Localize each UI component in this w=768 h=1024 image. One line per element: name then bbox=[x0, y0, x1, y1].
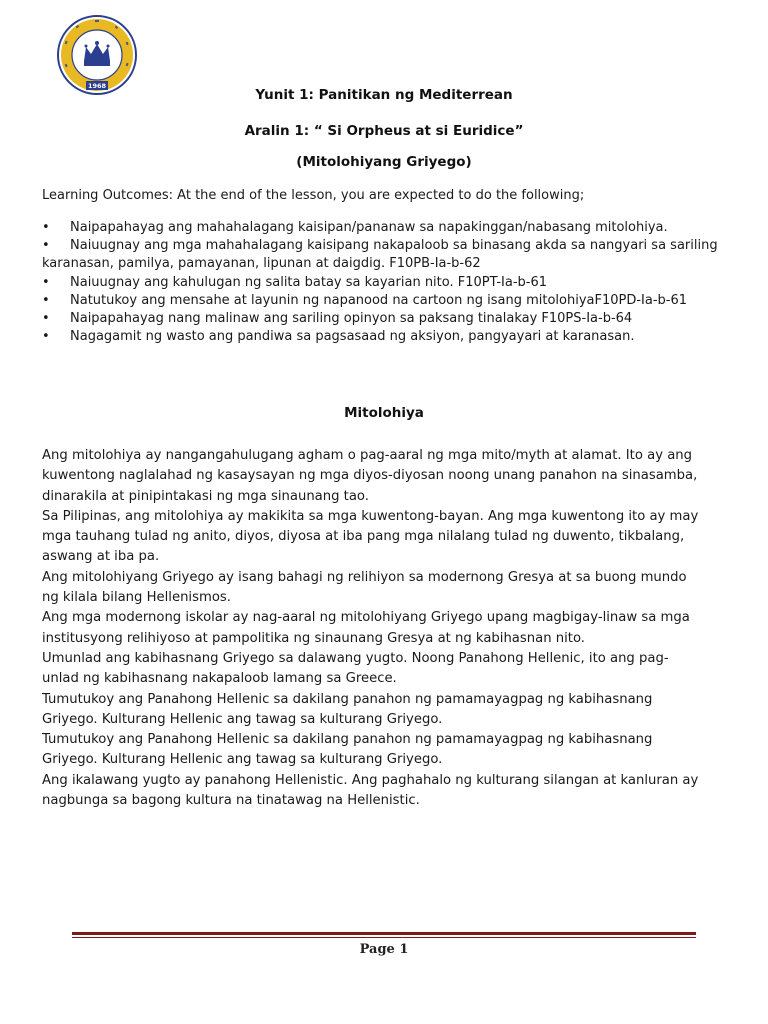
seal-year: 1968 bbox=[87, 82, 107, 90]
list-item bbox=[42, 237, 722, 273]
paragraph: Tumutukoy ang Panahong Hellenic sa dakilang panahon ng pamamayagpag ng kabihasnang Griyego. Kulturang Hellenic ang tawag sa kulturang Griyego. bbox=[42, 732, 653, 768]
outcome-text: Naipapahayag ang mahahalagang kaisipan/pananaw sa napakinggan/nabasang mitolohiya. bbox=[70, 220, 668, 235]
bullet-icon: • bbox=[42, 274, 50, 290]
outcome-text: Natutukoy ang mensahe at layunin ng napanood na cartoon ng isang mitolohiyaF10PD-Ia-b-61 bbox=[70, 292, 688, 308]
learning-outcomes-list bbox=[42, 219, 722, 346]
bullet-icon: • bbox=[42, 220, 50, 235]
paragraph: Sa Pilipinas, ang mitolohiya ay makikita sa mga kuwentong-bayan. Ang mga kuwentong ito ay may mga tauhang tulad ng anito, diyos, diyosa at iba pang mga nilalang tulad ng duwento, tikbalang, aswang at iba pa. bbox=[42, 508, 699, 565]
lesson-title: Aralin 1: “ Si Orpheus at si Euridice” bbox=[244, 123, 524, 139]
bullet-icon: • bbox=[42, 329, 50, 345]
section-title: Mitolohiya bbox=[344, 405, 424, 421]
outcome-text: Naipapahayag nang malinaw ang sariling opinyon sa paksang tinalakay F10PS-Ia-b-64 bbox=[70, 311, 633, 327]
section-body bbox=[42, 446, 702, 811]
list-item bbox=[42, 292, 722, 310]
list-item bbox=[42, 219, 722, 237]
lesson-genre: (Mitolohiyang Griyego) bbox=[296, 154, 472, 170]
paragraph: Ang mitolohiyang Griyego ay isang bahagi ng relihiyon sa modernong Gresya at sa buong mundo ng kilala bilang Hellenismos. bbox=[42, 569, 687, 606]
paragraph: Ang mga modernong iskolar ay nag-aaral ng mitolohiyang Griyego upang magbigay-linaw sa mga institusyong relihiyoso at pampolitika ng sinaunang Gresya at ng kabihasnan nito. bbox=[42, 610, 690, 646]
list-item bbox=[42, 274, 722, 292]
outcome-text: Naiuugnay ang mga mahahalagang kaisipang nakapaloob sa binasang akda sa nangyari sa sariling karanasan, pamilya, pamayanan, lipunan at daigdig. F10PB-Ia-b-62 bbox=[42, 238, 718, 272]
footer-divider-thin bbox=[72, 937, 696, 938]
footer-divider bbox=[72, 932, 696, 935]
outcome-text: Nagagamit ng wasto ang pandiwa sa pagsasaad ng aksiyon, pangyayari at karanasan. bbox=[70, 329, 635, 345]
outcome-text: Naiuugnay ang kahulugan ng salita batay sa kayarian nito. F10PT-Ia-b-61 bbox=[70, 274, 548, 290]
paragraph: Ang ikalawang yugto ay panahong Hellenistic. Ang paghahalo ng kulturang silangan at kanluran ay nagbunga sa bagong kultura na tinatawag na Hellenistic. bbox=[42, 772, 699, 809]
paragraph: Ang mitolohiya ay nangangahulugang agham o pag-aaral ng mga mito/myth at alamat. Ito ay ang kuwentong naglalahad ng kasaysayan ng mga diyos-diyosan noong unang panahon na sinasamba, dinarakila at pinipintakasi ng mga sinaunang tao. bbox=[42, 448, 698, 504]
school-seal-logo bbox=[56, 14, 138, 96]
list-item bbox=[42, 310, 722, 328]
unit-title: Yunit 1: Panitikan ng Mediterrean bbox=[255, 87, 513, 103]
bullet-icon: • bbox=[42, 238, 50, 254]
page-number: Page 1 bbox=[359, 942, 409, 957]
paragraph: Umunlad ang kabihasnang Griyego sa dalawang yugto. Noong Panahong Hellenic, ito ang pag-unlad ng kabihasnang nakapaloob lamang sa Greece. bbox=[42, 650, 669, 687]
paragraph: Tumutukoy ang Panahong Hellenic sa dakilang panahon ng pamamayagpag ng kabihasnang Griyego. Kulturang Hellenic ang tawag sa kulturang Griyego. bbox=[42, 691, 653, 727]
list-item bbox=[42, 328, 722, 346]
bullet-icon: • bbox=[42, 311, 50, 327]
learning-outcomes-intro: Learning Outcomes: At the end of the lesson, you are expected to do the following; bbox=[42, 188, 585, 203]
bullet-icon: • bbox=[42, 292, 50, 308]
